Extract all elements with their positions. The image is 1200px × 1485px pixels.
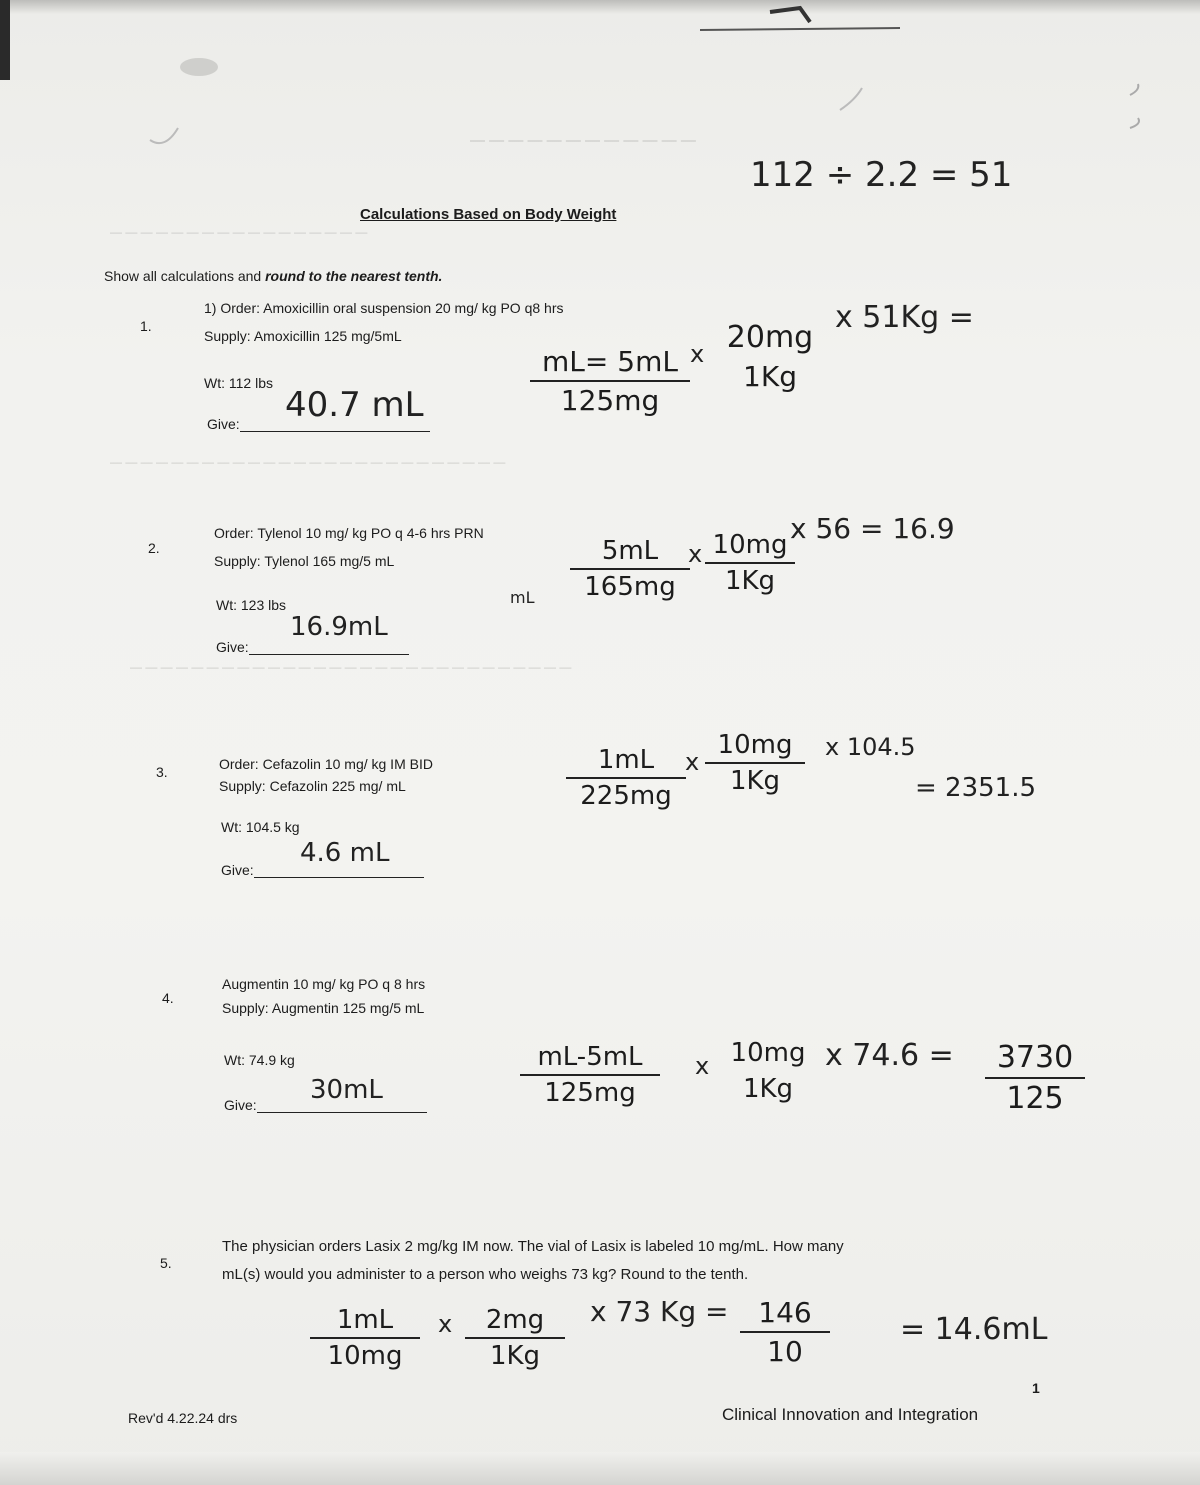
fraction-numerator: 10mg	[712, 530, 788, 560]
bleed-through-text-3: — — — — — — — — — — — — — — — — — — — — — — — — — —	[110, 455, 506, 469]
supply-text: Supply: Tylenol 165 mg/5 mL	[214, 553, 395, 569]
work-fraction-1	[566, 745, 686, 811]
problem-number: 4.	[162, 990, 174, 1006]
multiply-sign: x	[690, 340, 705, 368]
fraction-denominator: 1Kg	[743, 360, 797, 393]
final-answer: = 14.6mL	[900, 1312, 1048, 1347]
problem-number: 2.	[148, 540, 160, 556]
fraction-bar	[985, 1077, 1085, 1079]
department-name: Clinical Innovation and Integration	[722, 1405, 979, 1424]
fraction-denominator: 1Kg	[742, 1074, 794, 1104]
bleed-through-marks	[0, 0, 1200, 200]
question-line-2: mL(s) would you administer to a person who weighs 73 kg? Round to the tenth.	[222, 1266, 749, 1283]
fraction-numerator: 1mL	[597, 745, 655, 775]
weight-text: Wt: 123 lbs	[216, 597, 287, 613]
give-label: Give:	[216, 639, 249, 655]
fraction-bar	[566, 777, 686, 779]
weight-text: Wt: 104.5 kg	[221, 819, 300, 835]
multiply-sign: x	[438, 1310, 453, 1338]
fraction-bar	[705, 762, 805, 764]
instructions-plain: Show all calculations and	[104, 268, 266, 284]
fraction-denominator: 125mg	[560, 384, 660, 417]
fraction-numerator: 20mg	[726, 320, 814, 355]
fraction-numerator: mL-5mL	[537, 1042, 643, 1072]
fraction-denominator: 125	[1006, 1081, 1064, 1116]
give-answer: 4.6 mL	[300, 838, 390, 868]
scan-shadow-bottom	[0, 1452, 1200, 1485]
fraction-bar	[705, 562, 795, 564]
fraction-denominator: 1Kg	[489, 1341, 541, 1371]
instructions-emphasis: round to the nearest tenth.	[265, 268, 443, 284]
work-fraction-2	[705, 730, 805, 796]
give-blank	[249, 640, 409, 655]
give-label: Give:	[224, 1097, 257, 1113]
fraction-denominator: 1Kg	[729, 766, 781, 796]
revision-note: Rev'd 4.22.24 drs	[128, 1410, 238, 1426]
bleed-through-text-1: — — — — — — — — — — — —	[470, 132, 696, 149]
work-fraction-2	[718, 1038, 818, 1104]
work-fraction-1	[530, 345, 690, 417]
fraction-bar	[520, 1074, 660, 1076]
fraction-bar	[740, 1331, 830, 1333]
fraction-numerator: 146	[758, 1296, 812, 1329]
work-fraction-2	[715, 320, 825, 393]
page-number: 1	[1032, 1380, 1040, 1396]
bleed-through-text-4: — — — — — — — — — — — — — — — — — — — — — — — — — — — — —	[130, 660, 572, 674]
fraction-denominator: 10	[767, 1335, 803, 1368]
weight-conversion-note: 112 ÷ 2.2 = 51	[750, 155, 1013, 195]
fraction-numerator: mL= 5mL	[542, 345, 678, 378]
multiply-sign: x	[685, 748, 700, 776]
multiply-sign: x	[695, 1052, 710, 1080]
work-fraction-1	[570, 536, 690, 602]
fraction-numerator: 2mg	[485, 1305, 545, 1335]
give-answer: 40.7 mL	[285, 385, 424, 425]
work-result: = 2351.5	[915, 773, 1037, 803]
question-line-1: The physician orders Lasix 2 mg/kg IM now. The vial of Lasix is labeled 10 mg/mL. How many	[222, 1238, 844, 1255]
work-result-fraction	[740, 1296, 830, 1368]
work-result-fraction	[985, 1040, 1085, 1116]
work-tail: x 74.6 =	[825, 1038, 954, 1073]
fraction-bar	[465, 1337, 565, 1339]
supply-text: Supply: Augmentin 125 mg/5 mL	[222, 1000, 425, 1016]
give-label: Give:	[221, 862, 254, 878]
work-fraction-1	[310, 1305, 420, 1371]
fraction-bar	[570, 568, 690, 570]
fraction-denominator: 125mg	[544, 1078, 636, 1108]
fraction-denominator: 10mg	[327, 1341, 403, 1371]
weight-text: Wt: 74.9 kg	[224, 1052, 295, 1068]
problem-number: 5.	[160, 1255, 172, 1271]
multiply-sign: x	[688, 540, 703, 568]
supply-text: Supply: Cefazolin 225 mg/ mL	[219, 778, 406, 794]
work-prefix: mL	[510, 588, 535, 607]
page-title: Calculations Based on Body Weight	[360, 206, 617, 223]
fraction-numerator: 3730	[996, 1040, 1074, 1075]
work-fraction-2	[705, 530, 795, 596]
work-tail: x 56 = 16.9	[790, 512, 955, 545]
fraction-denominator: 1Kg	[724, 566, 776, 596]
weight-text: Wt: 112 lbs	[204, 375, 273, 391]
order-text: Order: Tylenol 10 mg/ kg PO q 4-6 hrs PRN	[214, 525, 484, 541]
fraction-numerator: 10mg	[730, 1038, 806, 1068]
give-label: Give:	[207, 416, 240, 432]
problem-number: 1.	[140, 318, 152, 334]
order-text: Augmentin 10 mg/ kg PO q 8 hrs	[222, 976, 426, 992]
fraction-numerator: 10mg	[717, 730, 793, 760]
fraction-bar	[310, 1337, 420, 1339]
work-fraction-1	[520, 1042, 660, 1108]
work-tail: x 104.5	[825, 733, 916, 761]
problem-number: 3.	[156, 764, 168, 780]
fraction-numerator: 5mL	[601, 536, 659, 566]
fraction-denominator: 225mg	[580, 781, 672, 811]
instructions	[104, 268, 442, 284]
fraction-numerator: 1mL	[336, 1305, 394, 1335]
order-text: 1) Order: Amoxicillin oral suspension 20 mg/ kg PO q8 hrs	[204, 300, 564, 316]
work-tail: x 73 Kg =	[590, 1295, 729, 1328]
fraction-denominator: 165mg	[584, 572, 676, 602]
give-answer: 16.9mL	[290, 612, 388, 642]
fraction-bar	[530, 380, 690, 382]
bleed-through-text-2: — — — — — — — — — — — — — — — — —	[110, 225, 368, 239]
work-fraction-2	[465, 1305, 565, 1371]
give-answer: 30mL	[310, 1075, 383, 1105]
work-tail: x 51Kg =	[835, 300, 974, 335]
order-text: Order: Cefazolin 10 mg/ kg IM BID	[219, 756, 433, 772]
supply-text: Supply: Amoxicillin 125 mg/5mL	[204, 328, 402, 344]
